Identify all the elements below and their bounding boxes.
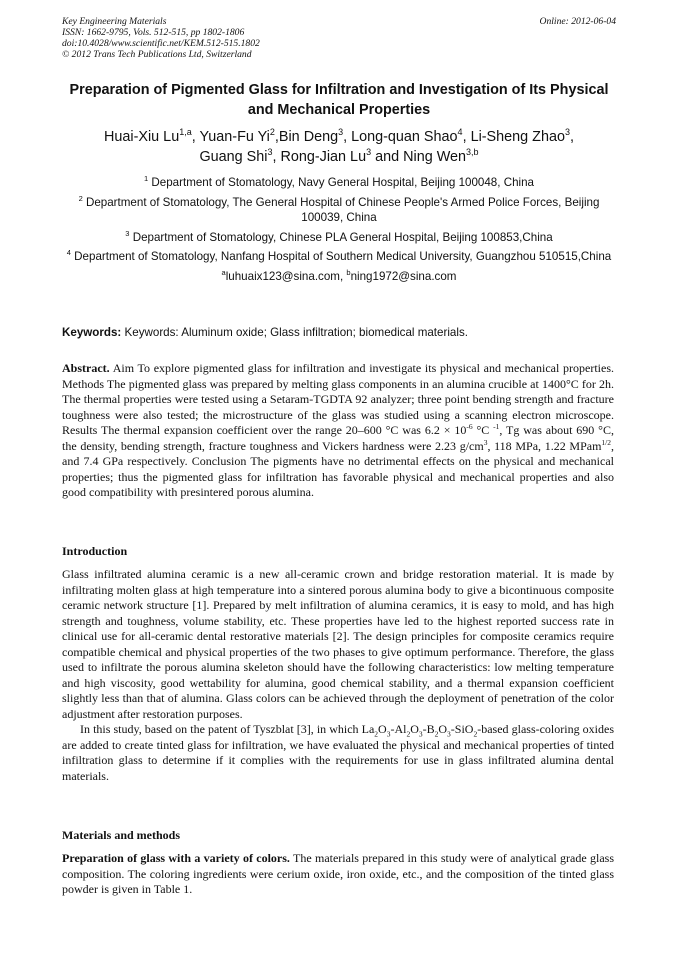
text-run: O: [410, 722, 419, 736]
abstract-sup: -6: [466, 422, 473, 431]
text-run: O: [438, 722, 448, 736]
methods-text: The materials prepared in this study were of analytical grade glass composition. The coloring ingredients were cerium oxide, iron oxide, etc., and the composition of the tinted glass powder is given in Table 1.: [62, 851, 614, 896]
methods-heading: Materials and methods: [62, 828, 180, 842]
email-a[interactable]: luhuaix123@sina.com: [225, 269, 340, 283]
affiliations: [62, 175, 616, 289]
affiliation: [62, 249, 616, 265]
methods-body: [62, 851, 614, 898]
affiliation-text: Department of Stomatology, Chinese PLA General Hospital, Beijing 100853,China: [132, 230, 553, 244]
author: Bin Deng: [278, 129, 339, 145]
online-date: Online: 2012-06-04: [539, 16, 616, 27]
author: Long-quan Shao: [351, 129, 458, 145]
author-sup: 3: [366, 147, 372, 158]
abstract-sup: 1/2: [601, 437, 611, 447]
intro-paragraph-1: Glass infiltrated alumina ceramic is a new all-ceramic crown and bridge restoration material. It is made by infiltrating molten glass at high temperature into a sintered porous alumina body to give a bicontinuous composite ceramic network structure [1]. Prepared by melt infiltration of alumina ceramics, it is easy to mold, and has high strength and toughness, volume stability, etc. These properties have led to the highest reported success rate in clinical use for all-ceramic dental restorative materials [2]. The design principles for composite ceramics require compatible chemical and physical properties of the two phases to give optimum performance. Therefore, the glass used to infiltrate the porous alumina skeleton should have the following characteristics: low melting temperature and high viscosity, good wettability for alumina, good chemical stability, and a thermal expansion coefficient slightly less than that of alumina. Glass colors can be achieved through the deployment of penetration of the color adjustment after restoration purposes.: [62, 567, 614, 721]
affiliation-text: Department of Stomatology, Navy General Hospital, Beijing 100048, China: [151, 176, 534, 189]
journal-name: Key Engineering Materials: [62, 16, 167, 27]
email-line: $^a$luhuaix123@sina.com, $^b$ning1972@sina.com: [221, 268, 457, 283]
methods-lead: Preparation of glass with a variety of colors.: [62, 851, 290, 865]
journal-meta: [62, 16, 622, 60]
abstract: [62, 361, 614, 501]
author-sup: 3: [338, 127, 344, 138]
affiliation: [62, 230, 616, 246]
text-run: -SiO: [450, 722, 474, 736]
affiliation-text: Department of Stomatology, Nanfang Hospital of Southern Medical University, Guangzhou 510515,China: [74, 250, 612, 264]
email-sup: a: [221, 268, 226, 278]
affiliation-text: Department of Stomatology, The General Hospital of Chinese People's Armed Police Forces, Beijing 100039, China: [85, 195, 600, 225]
author-sup: 4: [457, 127, 463, 138]
subscript: 2: [374, 729, 379, 739]
abstract-sup: -1: [493, 422, 500, 431]
subscript: 2: [473, 729, 478, 739]
subscript: 3: [386, 729, 391, 739]
text-run: -B: [422, 722, 435, 736]
email-sup: b: [346, 268, 351, 278]
introduction-heading: Introduction: [62, 544, 128, 558]
author: Huai-Xiu Lu: [104, 129, 180, 145]
author-sup: 2: [269, 127, 275, 138]
author-list: Huai-Xiu Lu$^{1,a}$, Yuan-Fu Yi$^2$,Bin Deng$^3$, Long-quan Shao$^4$, Li-Sheng Zhao$^3$, Guang Shi$^3$, Rong-Jian Lu$^3$ and Ning Wen$^{3,b}$: [104, 127, 574, 165]
affiliation: [62, 175, 616, 191]
author: Guang Shi: [199, 149, 268, 165]
affiliation-sup: 1: [144, 174, 149, 184]
affiliation: [62, 195, 616, 226]
abstract-text: Aim To explore pigmented glass for infiltration and investigate its physical and mechanical properties. Methods The pigmented glass was prepared by melting glass components in an alumina crucible at 1400°C for 2h. The thermal properties were tested using a Setaram-TGDTA 92 analyzer; three point bending strength and fracture toughness were also tested; the microstructure of the glass was studied using a scanning electron microscope. Results The thermal expansion coefficient over the range 20–600 °C was 6.2 × 10: [62, 361, 614, 437]
text-run: -Al: [390, 722, 407, 736]
abstract-text: , 118 MPa, 1.22 MPam: [487, 438, 602, 453]
doi-line: doi:10.4028/www.scientific.net/KEM.512-515.1802: [62, 38, 260, 49]
issn-line: ISSN: 1662-9795, Vols. 512-515, pp 1802-1806: [62, 27, 245, 38]
text-run: In this study, based on the patent of Tyszblat [3], in which La: [80, 722, 375, 736]
text-run: O: [378, 722, 387, 736]
author: Ning Wen: [403, 149, 467, 165]
author-sup: 3: [564, 127, 570, 138]
subscript: 3: [418, 729, 423, 739]
abstract-text: , and 7.4 GPa respectively. Conclusion The pigments have no detrimental effects on the physical and mechanical properties; thus the pigmented glass for infiltration has favorable physical and mechanical properties and also good compatibility with presintered porous alumina.: [62, 438, 614, 499]
introduction-body: [62, 567, 614, 784]
author-sup: 1,a: [179, 127, 192, 138]
subscript: 3: [447, 729, 451, 739]
affiliation-sup: 2: [78, 193, 83, 203]
author-sup: 3,b: [466, 147, 479, 158]
abstract-sup: 3: [483, 437, 488, 447]
author: Li-Sheng Zhao: [470, 129, 565, 145]
text-run: -based glass-coloring oxides are added to create tinted glass for infiltration, we have evaluated the physical and mechanical properties of tinted infiltration glass to determine if it complies with the requirements for use in glass infiltrated alumina dental materials.: [62, 722, 614, 783]
subscript: 2: [434, 729, 439, 739]
subscript: 2: [406, 729, 411, 739]
copyright-line: © 2012 Trans Tech Publications Ltd, Switzerland: [62, 49, 252, 60]
keywords-text: Keywords: Aluminum oxide; Glass infiltration; biomedical materials.: [124, 326, 468, 339]
intro-paragraph-2: [62, 722, 614, 784]
paper-title: Preparation of Pigmented Glass for Infiltration and Investigation of Its Physical and Mechanical Properties: [69, 82, 609, 118]
abstract-text: , Tg was about 690 °C, the density, bending strength, fracture toughness and Vickers hardness were 2.23 g/cm: [62, 423, 614, 453]
keywords: [62, 325, 616, 340]
author: Yuan-Fu Yi: [199, 129, 270, 145]
author-sup: 3: [267, 147, 273, 158]
abstract-label: Abstract.: [62, 361, 110, 375]
affiliation-sup: 4: [66, 248, 71, 258]
email-b[interactable]: ning1972@sina.com: [350, 269, 457, 283]
author: Rong-Jian Lu: [280, 149, 367, 165]
keywords-label: Keywords:: [62, 326, 122, 339]
affiliation-sup: 3: [125, 228, 130, 238]
abstract-text: °C: [472, 423, 494, 437]
